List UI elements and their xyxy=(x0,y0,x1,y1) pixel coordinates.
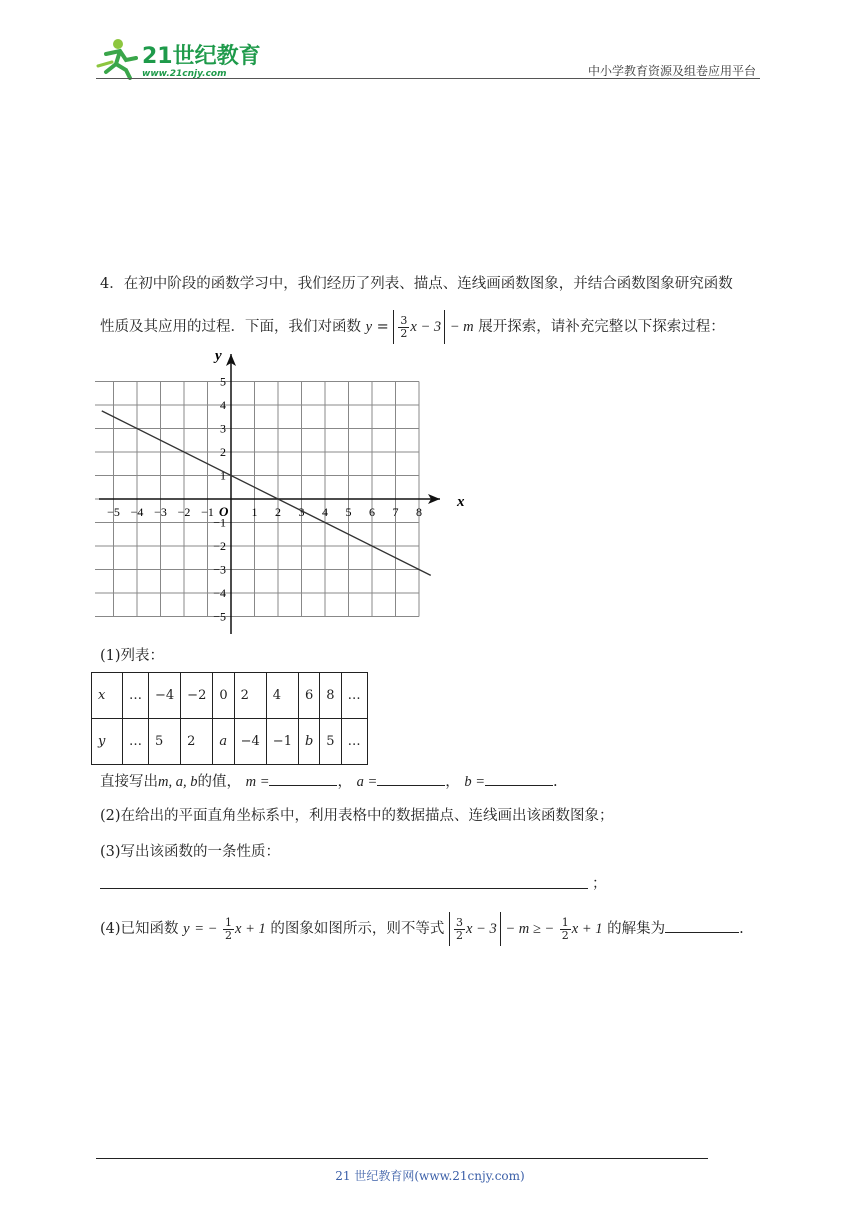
platform-name: 中小学教育资源及组卷应用平台 xyxy=(587,64,756,78)
table-x-cell: 8 xyxy=(320,673,341,719)
prompt-end: . xyxy=(553,774,558,790)
x-tick-label: 1 xyxy=(251,505,258,519)
func-inner: x − 3 xyxy=(410,319,442,335)
func-abs xyxy=(393,310,445,344)
y-tick-label: −2 xyxy=(213,539,226,553)
part4-after: 的解集为 xyxy=(607,921,666,937)
part4-den: 2 xyxy=(225,928,233,942)
table-x-cell: 0 xyxy=(213,673,234,719)
part4-eq: = − xyxy=(194,921,218,937)
part1-prompt xyxy=(100,772,558,792)
part4-xplus1: x + 1 xyxy=(235,921,266,937)
part3-end: ； xyxy=(592,876,607,892)
table-y-cell: 2 xyxy=(181,719,213,765)
prompt-before: 直接写出 xyxy=(100,774,158,790)
x-tick-label: −5 xyxy=(107,505,120,519)
m-blank[interactable] xyxy=(269,785,337,786)
x-tick-label: 5 xyxy=(345,505,352,519)
intro-after-func: 展开探索，请补充完整以下探索过程： xyxy=(478,319,725,335)
table-y-cell: a xyxy=(213,719,234,765)
prompt-after: 的值， xyxy=(197,774,241,790)
y-tick-label: 3 xyxy=(220,421,226,436)
table-y-cell: … xyxy=(341,719,367,765)
y-tick-label: −4 xyxy=(213,586,226,600)
sep2: ， xyxy=(445,774,460,790)
x-axis-label: x xyxy=(457,494,465,510)
part3-text: (3)写出该函数的一条性质： xyxy=(100,844,281,860)
footer-text: 21 世纪教育网(www.21cnjy.com) xyxy=(335,1169,525,1183)
y-tick-label: 2 xyxy=(220,445,226,459)
part4-frac1 xyxy=(223,917,234,942)
table-row-y xyxy=(92,719,368,765)
table-y-cell: −1 xyxy=(266,719,298,765)
y-axis-label: y xyxy=(215,348,222,364)
part4-end: . xyxy=(739,921,744,937)
func-eq: = xyxy=(376,319,389,335)
x-tick-label: −4 xyxy=(130,505,144,519)
header-divider xyxy=(96,78,760,79)
table-row-x xyxy=(92,673,368,719)
table-x-cell: 2 xyxy=(234,673,266,719)
part4-num: 1 xyxy=(225,915,233,929)
x-tick-label: −2 xyxy=(177,505,191,519)
x-tick-label: 8 xyxy=(416,505,422,519)
func-minus-m: − m xyxy=(449,319,474,335)
part4-mid: 的图象如图所示，则不等式 xyxy=(270,921,445,937)
a-label: a = xyxy=(356,774,378,790)
value-table xyxy=(91,672,368,765)
table-y-cell: −4 xyxy=(234,719,266,765)
table-x-cell: … xyxy=(123,673,149,719)
coordinate-graph xyxy=(95,348,475,638)
x-tick-label: 6 xyxy=(369,505,375,519)
part1-title: (1)列表： xyxy=(100,648,165,664)
sep1: ， xyxy=(337,774,352,790)
part4-rhs-num: 1 xyxy=(561,915,569,929)
x-tick-label: 4 xyxy=(322,505,328,519)
table-x-cell: 6 xyxy=(298,673,319,719)
func-num: 3 xyxy=(400,313,408,327)
part4-rhs-tail: x + 1 xyxy=(571,921,603,937)
intro-before-func: 性质及其应用的过程．下面，我们对函数 xyxy=(100,319,361,335)
func-y: y xyxy=(365,319,373,335)
table-y-cell: … xyxy=(123,719,149,765)
part3-answer-blank[interactable] xyxy=(100,874,588,889)
question-intro-line1: 4．在初中阶段的函数学习中，我们经历了列表、描点、连线画函数图象，并结合函数图象研究函数 xyxy=(100,276,733,292)
part4-abs-num: 3 xyxy=(455,915,463,929)
y-tick-label: −1 xyxy=(213,515,226,530)
part2-text: (2)在给出的平面直角坐标系中，利用表格中的数据描点、连线画出该函数图象； xyxy=(100,808,614,824)
part4-rhs-den: 2 xyxy=(561,928,569,942)
origin-label: O xyxy=(219,504,229,519)
table-y-cell: y xyxy=(92,719,123,765)
y-tick-label: −5 xyxy=(213,609,226,624)
x-tick-label: −3 xyxy=(154,505,167,519)
part4-abs xyxy=(449,912,501,946)
table-y-cell: b xyxy=(298,719,319,765)
x-tick-label: 3 xyxy=(298,505,305,519)
question-intro-line2 xyxy=(100,310,725,344)
site-logo xyxy=(96,36,266,80)
table-y-cell: 5 xyxy=(320,719,341,765)
part4-minus-m-geq: − m ≥ − xyxy=(505,921,555,937)
y-tick-label: 4 xyxy=(220,398,226,412)
part4-abs-den: 2 xyxy=(455,928,463,942)
func-fraction xyxy=(398,315,409,340)
function-line xyxy=(102,411,431,576)
m-label: m = xyxy=(245,774,270,790)
part4-y: y xyxy=(183,921,190,937)
b-label: b = xyxy=(464,774,486,790)
table-x-cell: 4 xyxy=(266,673,298,719)
x-tick-label: 2 xyxy=(275,505,281,519)
part4-frac2 xyxy=(560,917,571,942)
table-x-cell: x xyxy=(92,673,123,719)
part4-abs-inner: x − 3 xyxy=(465,921,497,937)
x-tick-label: −1 xyxy=(201,505,214,519)
logo-url: www.21cnjy.com xyxy=(142,69,227,79)
part4-answer-blank[interactable] xyxy=(665,932,739,933)
table-x-cell: … xyxy=(341,673,367,719)
table-x-cell: −2 xyxy=(181,673,213,719)
part4-before: (4)已知函数 xyxy=(100,921,179,937)
table-x-cell: −4 xyxy=(149,673,181,719)
table-y-cell: 5 xyxy=(149,719,181,765)
y-tick-label: 1 xyxy=(220,468,226,483)
part4-abs-frac xyxy=(454,917,465,942)
a-blank[interactable] xyxy=(377,785,445,786)
footer-divider xyxy=(96,1158,708,1159)
func-den: 2 xyxy=(400,326,408,340)
x-tick-label: 7 xyxy=(392,505,399,519)
y-tick-label: 5 xyxy=(220,374,226,389)
part4-line xyxy=(100,912,744,946)
b-blank[interactable] xyxy=(485,785,553,786)
logo-title: 21世纪教育 xyxy=(142,44,261,69)
prompt-vars: m, a, b xyxy=(158,774,198,790)
runner-icon xyxy=(98,39,136,78)
y-tick-label: −3 xyxy=(213,562,226,577)
